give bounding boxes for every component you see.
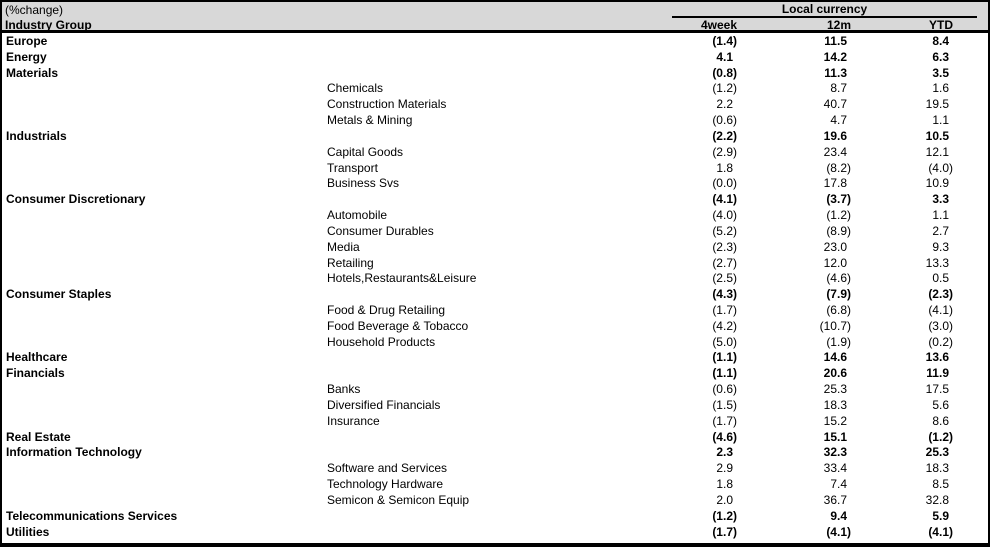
- value-12m: 15.1: [823, 429, 847, 444]
- table-row: [2, 255, 988, 271]
- value-ytd: 1.6: [932, 81, 949, 96]
- percent-change-label: (%change): [5, 3, 64, 17]
- industry-group-name: Materials: [6, 65, 59, 80]
- value-4week: 2.2: [716, 97, 733, 112]
- table-row: [2, 381, 988, 397]
- industry-subgroup-name: Media: [327, 239, 360, 254]
- value-4week: 1.8: [716, 160, 733, 175]
- table-row: [2, 175, 988, 191]
- value-12m: 23.4: [823, 144, 847, 159]
- value-12m: 23.0: [823, 239, 847, 254]
- value-12m: (4.6): [826, 271, 851, 286]
- industry-group-name: Utilities: [6, 524, 50, 539]
- value-12m: (8.2): [826, 160, 851, 175]
- value-12m: (6.8): [826, 302, 851, 317]
- value-12m: 4.7: [830, 113, 847, 128]
- industry-subgroup-name: Diversified Financials: [327, 397, 441, 412]
- value-ytd: 1.1: [932, 208, 949, 223]
- value-4week: (1.7): [712, 524, 737, 539]
- value-12m: 14.2: [823, 49, 847, 64]
- value-12m: 11.3: [824, 65, 847, 80]
- value-ytd: 3.5: [932, 65, 949, 80]
- table-row: [2, 112, 988, 128]
- table-row: [2, 286, 988, 302]
- table-row: [2, 302, 988, 318]
- industry-group-name: Information Technology: [6, 445, 142, 460]
- table-row: [2, 413, 988, 429]
- value-ytd: (2.3): [928, 287, 953, 302]
- value-4week: (2.3): [712, 239, 737, 254]
- value-ytd: (4.1): [928, 524, 953, 539]
- table-row: [2, 80, 988, 96]
- value-ytd: 3.3: [932, 192, 949, 207]
- industry-subgroup-name: Metals & Mining: [327, 113, 413, 128]
- value-12m: 17.8: [823, 176, 847, 191]
- value-12m: 18.3: [823, 397, 847, 412]
- value-ytd: 10.5: [925, 128, 949, 143]
- value-ytd: 13.6: [925, 350, 949, 365]
- table-row: [2, 365, 988, 381]
- value-4week: (1.5): [712, 397, 737, 412]
- value-4week: (2.7): [712, 255, 737, 270]
- value-ytd: 2.7: [932, 223, 949, 238]
- table-row: [2, 144, 988, 160]
- value-4week: (0.6): [712, 113, 737, 128]
- table-body: [2, 33, 988, 540]
- table-row: [2, 49, 988, 65]
- table-row: [2, 476, 988, 492]
- value-12m: (3.7): [826, 192, 851, 207]
- value-ytd: 6.3: [932, 49, 949, 64]
- value-12m: 20.6: [823, 366, 847, 381]
- table-row: [2, 65, 988, 81]
- value-4week: (5.0): [712, 334, 737, 349]
- value-ytd: (1.2): [928, 429, 953, 444]
- value-4week: (0.6): [712, 382, 737, 397]
- industry-subgroup-name: Banks: [327, 382, 361, 397]
- value-12m: 12.0: [823, 255, 847, 270]
- value-12m: 9.4: [830, 508, 847, 523]
- value-4week: (5.2): [712, 223, 737, 238]
- table-row: [2, 128, 988, 144]
- value-4week: 1.8: [716, 477, 733, 492]
- industry-subgroup-name: Insurance: [327, 413, 380, 428]
- value-12m: 32.3: [823, 445, 847, 460]
- value-12m: 14.6: [823, 350, 847, 365]
- industry-subgroup-name: Construction Materials: [327, 97, 447, 112]
- value-ytd: 5.6: [932, 397, 949, 412]
- value-12m: 33.4: [823, 461, 847, 476]
- table-row: [2, 429, 988, 445]
- value-12m: (10.7): [819, 318, 851, 333]
- industry-subgroup-name: Consumer Durables: [327, 223, 434, 238]
- table-row: [2, 207, 988, 223]
- header-row-top: [2, 2, 988, 18]
- industry-subgroup-name: Food & Drug Retailing: [327, 302, 446, 317]
- value-ytd: 1.1: [932, 113, 949, 128]
- value-ytd: (4.0): [928, 160, 953, 175]
- value-ytd: (3.0): [928, 318, 953, 333]
- value-12m: 40.7: [823, 97, 847, 112]
- industry-subgroup-name: Hotels,Restaurants&Leisure: [327, 271, 477, 286]
- industry-subgroup-name: Business Svs: [327, 176, 400, 191]
- value-12m: 11.5: [824, 33, 847, 48]
- table-row: [2, 334, 988, 350]
- header-row-columns: [2, 18, 988, 33]
- value-4week: (2.9): [712, 144, 737, 159]
- value-4week: 2.0: [716, 492, 733, 507]
- value-4week: (1.7): [712, 302, 737, 317]
- value-12m: (7.9): [826, 287, 851, 302]
- value-12m: 8.7: [830, 81, 847, 96]
- table-row: [2, 524, 988, 540]
- column-header-ytd: YTD: [929, 18, 953, 32]
- industry-group-name: Telecommunications Services: [6, 508, 178, 523]
- value-4week: (1.4): [712, 33, 737, 48]
- value-ytd: 11.9: [926, 366, 949, 381]
- industry-subgroup-name: Technology Hardware: [327, 477, 444, 492]
- value-ytd: 19.5: [925, 97, 949, 112]
- table-row: [2, 508, 988, 524]
- value-ytd: 32.8: [925, 492, 949, 507]
- industry-subgroup-name: Food Beverage & Tobacco: [327, 318, 469, 333]
- value-12m: 25.3: [823, 382, 847, 397]
- industry-subgroup-name: Household Products: [327, 334, 436, 349]
- value-4week: (0.0): [712, 176, 737, 191]
- table-row: [2, 492, 988, 508]
- header-top-spacer: [977, 2, 988, 18]
- value-ytd: (4.1): [928, 302, 953, 317]
- value-ytd: 13.3: [925, 255, 949, 270]
- table-header: [2, 2, 988, 33]
- value-ytd: 12.1: [925, 144, 949, 159]
- value-12m: (4.1): [826, 524, 851, 539]
- value-12m: 15.2: [823, 413, 847, 428]
- value-4week: (4.3): [712, 287, 737, 302]
- value-ytd: 8.4: [932, 33, 949, 48]
- value-12m: 36.7: [823, 492, 847, 507]
- table-row: [2, 191, 988, 207]
- column-header-12m: 12m: [826, 18, 851, 32]
- value-ytd: 8.5: [932, 477, 949, 492]
- value-4week: (4.0): [712, 208, 737, 223]
- industry-group-name: Financials: [6, 366, 65, 381]
- industry-subgroup-name: Retailing: [327, 255, 374, 270]
- value-4week: (1.1): [712, 366, 737, 381]
- value-4week: (1.2): [712, 81, 737, 96]
- industry-group-column-header: Industry Group: [5, 18, 92, 32]
- industry-subgroup-name: Chemicals: [327, 81, 384, 96]
- industry-group-name: Europe: [6, 33, 48, 48]
- value-ytd: 8.6: [932, 413, 949, 428]
- industry-group-name: Consumer Staples: [6, 287, 112, 302]
- value-4week: (1.1): [712, 350, 737, 365]
- industry-group-name: Energy: [6, 49, 47, 64]
- column-header-4week: 4week: [700, 18, 737, 32]
- value-ytd: 9.3: [932, 239, 949, 254]
- industry-group-name: Industrials: [6, 128, 67, 143]
- local-currency-spanner: Local currency: [672, 2, 977, 18]
- value-4week: (1.2): [712, 508, 737, 523]
- value-12m: (8.9): [826, 223, 851, 238]
- value-ytd: 18.3: [925, 461, 949, 476]
- industry-subgroup-name: Capital Goods: [327, 144, 404, 159]
- value-4week: (4.6): [712, 429, 737, 444]
- table-row: [2, 239, 988, 255]
- value-12m: (1.9): [826, 334, 851, 349]
- industry-subgroup-name: Transport: [327, 160, 378, 175]
- value-ytd: 17.5: [925, 382, 949, 397]
- industry-subgroup-name: Software and Services: [327, 461, 448, 476]
- table-row: [2, 270, 988, 286]
- value-ytd: 5.9: [932, 508, 949, 523]
- value-ytd: 0.5: [932, 271, 949, 286]
- table-row: [2, 33, 988, 49]
- table-row: [2, 223, 988, 239]
- table-row: [2, 460, 988, 476]
- value-ytd: 10.9: [925, 176, 949, 191]
- table-row: [2, 397, 988, 413]
- value-4week: (2.5): [712, 271, 737, 286]
- table-row: [2, 445, 988, 461]
- industry-group-name: Consumer Discretionary: [6, 192, 146, 207]
- industry-subgroup-name: Semicon & Semicon Equip: [327, 492, 470, 507]
- value-4week: (0.8): [712, 65, 737, 80]
- value-4week: (2.2): [712, 128, 737, 143]
- value-ytd: 25.3: [925, 445, 949, 460]
- table-row: [2, 96, 988, 112]
- value-12m: 7.4: [830, 477, 847, 492]
- value-4week: 4.1: [716, 49, 733, 64]
- value-4week: (4.2): [712, 318, 737, 333]
- industry-subgroup-name: Automobile: [327, 208, 388, 223]
- value-4week: 2.3: [716, 445, 733, 460]
- value-4week: 2.9: [716, 461, 733, 476]
- table-row: [2, 350, 988, 366]
- value-4week: (4.1): [712, 192, 737, 207]
- industry-group-name: Healthcare: [6, 350, 68, 365]
- table-row: [2, 318, 988, 334]
- value-12m: (1.2): [826, 208, 851, 223]
- value-12m: 19.6: [823, 128, 847, 143]
- table-row: [2, 160, 988, 176]
- value-4week: (1.7): [712, 413, 737, 428]
- value-ytd: (0.2): [928, 334, 953, 349]
- industry-group-name: Real Estate: [6, 429, 71, 444]
